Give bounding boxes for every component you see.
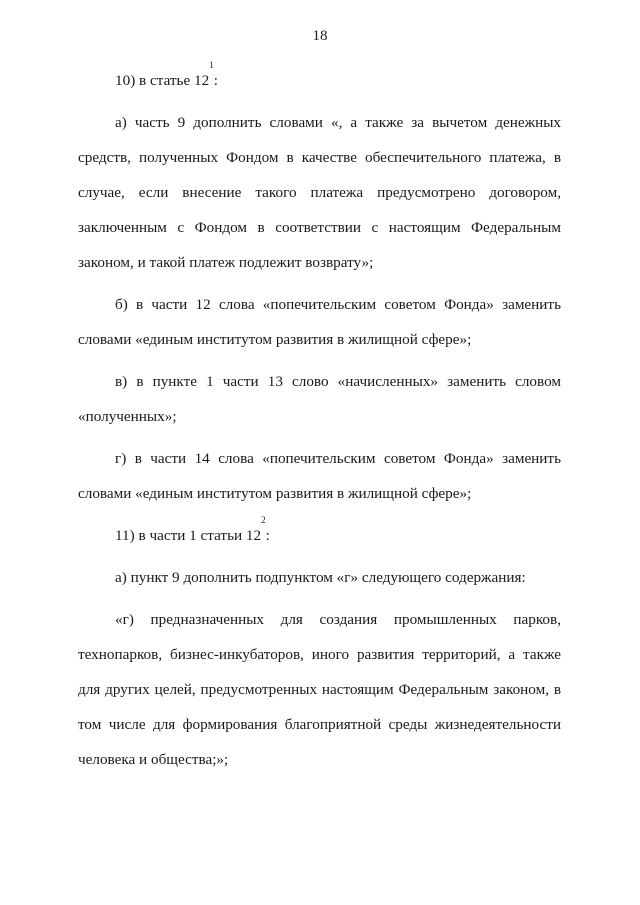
paragraph-item-10b: б) в части 12 слова «попечительским советом Фонда» заменить словами «единым институтом развития в жилищной сфере»; xyxy=(78,296,561,348)
paragraph-item-11: 11) в части 1 статьи $12^2$: xyxy=(115,515,270,544)
superscript: 1 xyxy=(209,60,214,70)
paragraph-item-10: 10) в статье $12^1$: xyxy=(115,60,218,89)
document-body xyxy=(78,60,561,784)
superscript: 2 xyxy=(261,515,266,525)
paragraph-item-10v: в) в пункте 1 части 13 слово «начисленных» заменить словом «полученных»; xyxy=(78,373,561,425)
paragraph-item-10g: г) в части 14 слова «попечительским советом Фонда» заменить словами «единым институтом развития в жилищной сфере»; xyxy=(78,450,561,502)
page-number: 18 xyxy=(312,28,328,44)
paragraph-item-10a: а) часть 9 дополнить словами «, а также за вычетом денежных средств, полученных Фондом в качестве обеспечительного платежа, в случае, если внесение такого платежа предусмотрено договором, заключенным с Фондом в соответствии с настоящим Федеральным законом, и такой платеж подлежит возврату»; xyxy=(78,114,561,271)
paragraph-item-11a-g: «г) предназначенных для создания промышленных парков, технопарков, бизнес-инкубаторов, иного развития территорий, а также для других целей, предусмотренных настоящим Федеральным законом, в том числе для формирования благоприятной среды жизнедеятельности человека и общества;»; xyxy=(78,611,561,768)
paragraph-item-11a: а) пункт 9 дополнить подпунктом «г» следующего содержания: xyxy=(115,569,526,586)
